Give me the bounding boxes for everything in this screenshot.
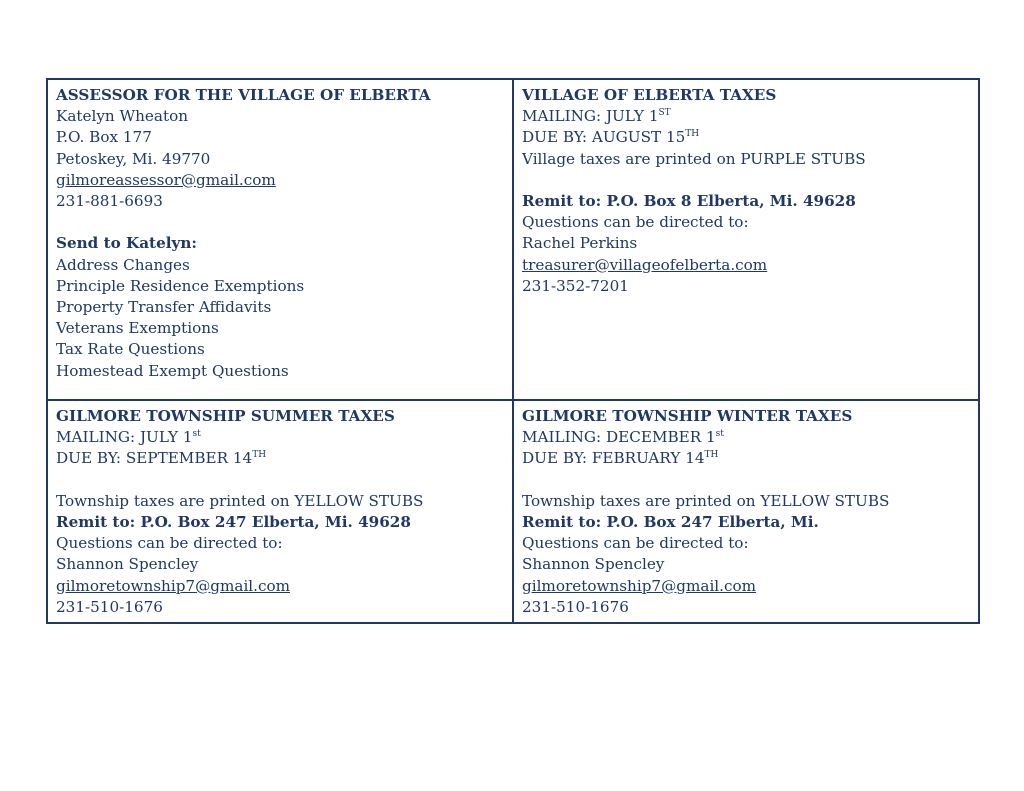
assessor-cell — [47, 79, 513, 400]
send-to-heading: Send to Katelyn: — [56, 234, 197, 253]
village-stubs-note: Village taxes are printed on PURPLE STUBS — [522, 149, 866, 168]
summer-taxes-title: GILMORE TOWNSHIP SUMMER TAXES — [56, 407, 395, 425]
village-taxes-title: VILLAGE OF ELBERTA TAXES — [522, 86, 777, 104]
summer-stubs-note: Township taxes are printed on YELLOW STUBS — [56, 491, 424, 510]
assessor-name: Katelyn Wheaton — [56, 107, 189, 126]
tax-info-table — [46, 78, 980, 624]
village-mailing-date: MAILING: JULY 1ST — [522, 107, 671, 126]
summer-remit-address: Remit to: P.O. Box 247 Elberta, Mi. 49628 — [56, 513, 411, 531]
winter-mailing-date: MAILING: DECEMBER 1st — [522, 428, 724, 447]
winter-email-link[interactable]: gilmoretownship7@gmail.com — [522, 576, 757, 595]
winter-due-date: DUE BY: FEBRUARY 14TH — [522, 449, 719, 468]
winter-stubs-note: Township taxes are printed on YELLOW STUBS — [522, 491, 890, 510]
spacer — [56, 212, 504, 233]
summer-due-date: DUE BY: SEPTEMBER 14TH — [56, 449, 267, 468]
summer-contact-name: Shannon Spencley — [56, 555, 199, 574]
send-item-tax-rate: Tax Rate Questions — [56, 340, 205, 359]
spacer — [522, 170, 970, 191]
winter-remit-address: Remit to: P.O. Box 247 Elberta, Mi. — [522, 513, 819, 531]
spacer — [56, 470, 504, 491]
spacer — [522, 470, 970, 491]
send-item-principle-residence: Principle Residence Exemptions — [56, 276, 305, 295]
summer-email-link[interactable]: gilmoretownship7@gmail.com — [56, 576, 291, 595]
village-remit-address: Remit to: P.O. Box 8 Elberta, Mi. 49628 — [522, 192, 856, 210]
winter-contact-name: Shannon Spencley — [522, 555, 665, 574]
summer-phone: 231-510-1676 — [56, 597, 163, 616]
send-item-homestead: Homestead Exempt Questions — [56, 361, 289, 380]
assessor-city: Petoskey, Mi. 49770 — [56, 149, 211, 168]
summer-mailing-date: MAILING: JULY 1st — [56, 428, 201, 447]
assessor-email-link[interactable]: gilmoreassessor@gmail.com — [56, 170, 276, 189]
assessor-po-box: P.O. Box 177 — [56, 128, 152, 147]
village-due-date: DUE BY: AUGUST 15TH — [522, 128, 700, 147]
village-contact-name: Rachel Perkins — [522, 234, 638, 253]
assessor-phone: 231-881-6693 — [56, 192, 163, 211]
send-item-address-changes: Address Changes — [56, 255, 190, 274]
winter-taxes-cell — [513, 400, 979, 623]
summer-taxes-cell — [47, 400, 513, 623]
table-row — [47, 400, 979, 623]
village-email-link[interactable]: treasurer@villageofelberta.com — [522, 255, 768, 274]
village-phone: 231-352-7201 — [522, 276, 629, 295]
send-item-property-transfer: Property Transfer Affidavits — [56, 298, 272, 317]
winter-phone: 231-510-1676 — [522, 597, 629, 616]
assessor-title: ASSESSOR FOR THE VILLAGE OF ELBERTA — [56, 86, 431, 104]
winter-questions-label: Questions can be directed to: — [522, 534, 749, 553]
send-item-veterans: Veterans Exemptions — [56, 319, 219, 338]
summer-questions-label: Questions can be directed to: — [56, 534, 283, 553]
village-taxes-cell — [513, 79, 979, 400]
winter-taxes-title: GILMORE TOWNSHIP WINTER TAXES — [522, 407, 853, 425]
table-row — [47, 79, 979, 400]
village-questions-label: Questions can be directed to: — [522, 213, 749, 232]
